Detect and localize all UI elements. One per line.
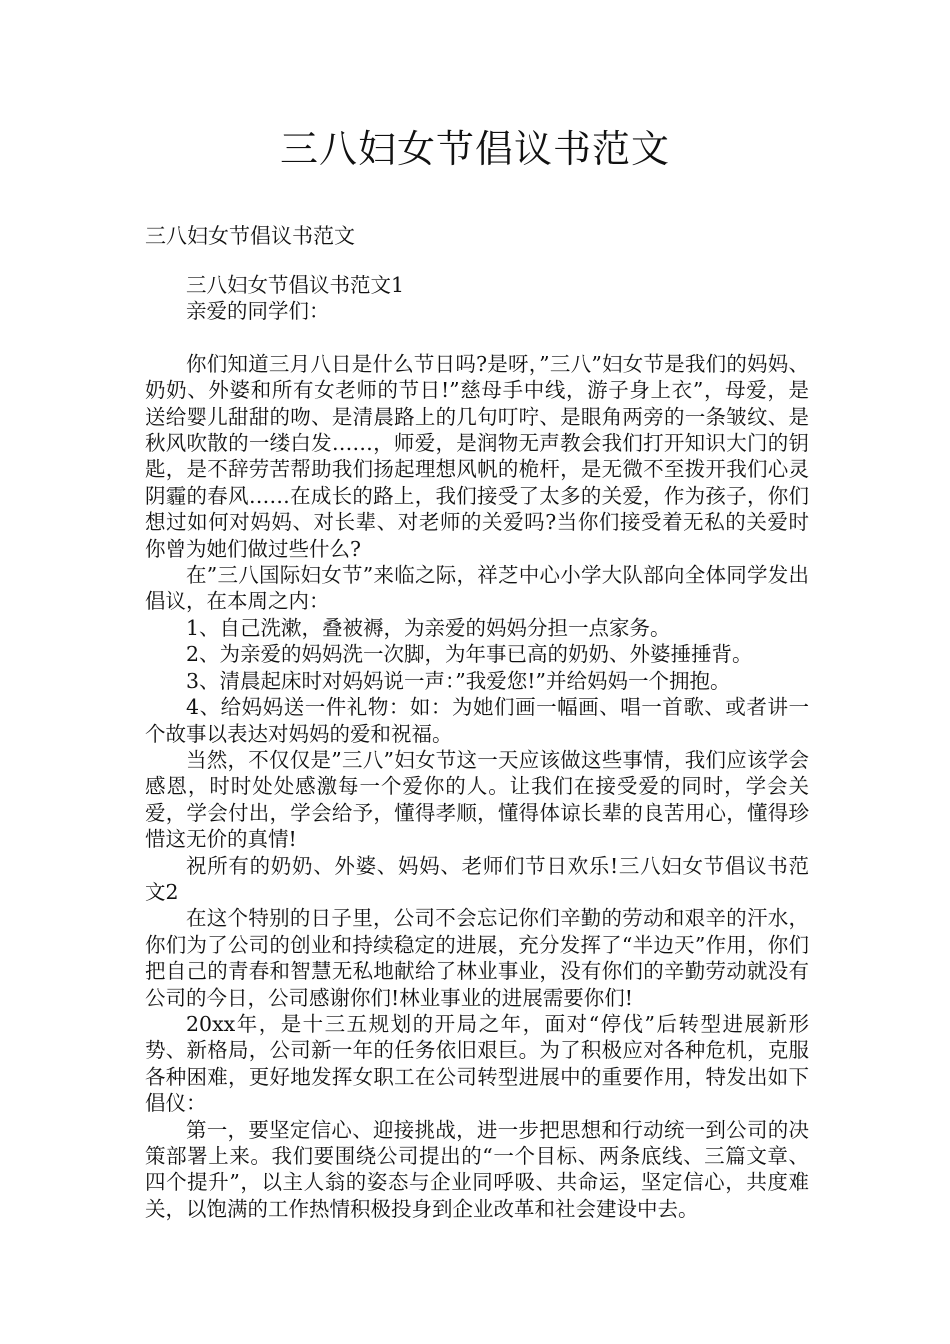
list-item: 4、给妈妈送一件礼物：如：为她们画一幅画、唱一首歌、或者讲一个故事以表达对妈妈的爱和祝福。 — [145, 695, 809, 746]
salutation: 亲爱的同学们： — [186, 299, 330, 324]
document-subtitle: 三八妇女节倡议书范文 — [145, 224, 355, 248]
paragraph: 20xx年，是十三五规划的开局之年，面对“停伐”后转型进展新形势、新格局，公司新一年的任务依旧艰巨。为了积极应对各种危机，克服各种困难，更好地发挥女职工在公司转型进展中的重要作用，特发出如下倡仪： — [145, 1011, 809, 1116]
list-item: 1、自己洗漱，叠被褥，为亲爱的妈妈分担一点家务。 — [186, 615, 671, 640]
paragraph: 你们知道三月八日是什么节日吗?是呀，”三八”妇女节是我们的妈妈、奶奶、外婆和所有女老师的节日!”慈母手中线，游子身上衣”，母爱，是送给婴儿甜甜的吻、是清晨路上的几句叮咛、是眼角两旁的一条皱纹、是秋风吹散的一缕白发……，师爱，是润物无声教会我们打开知识大门的钥匙，是不辞劳苦帮助我们扬起理想风帆的桅杆，是无微不至拨开我们心灵阴霾的春风……在成长的路上，我们接受了太多的关爱，作为孩子，你们想过如何对妈妈、对长辈、对老师的关爱吗?当你们接受着无私的关爱时你曾为她们做过些什么? — [145, 351, 809, 561]
section-heading-1: 三八妇女节倡议书范文1 — [186, 273, 405, 297]
paragraph: 第一，要坚定信心、迎接挑战，进一步把思想和行动统一到公司的决策部署上来。我们要围绕公司提出的“一个目标、两条底线、三篇文章、四个提升”，以主人翁的姿态与企业同呼吸、共命运，坚定信心，共度难关，以饱满的工作热情积极投身到企业改革和社会建设中去。 — [145, 1117, 809, 1221]
list-item: 3、清晨起床时对妈妈说一声：”我爱您!”并给妈妈一个拥抱。 — [186, 668, 731, 693]
document-title: 三八妇女节倡议书范文 — [279, 127, 670, 171]
list-item: 2、为亲爱的妈妈洗一次脚，为年事已高的奶奶、外婆捶捶背。 — [186, 642, 753, 667]
paragraph: 在这个特别的日子里，公司不会忘记你们辛勤的劳动和艰辛的汗水，你们为了公司的创业和持续稳定的进展，充分发挥了“半边天”作用，你们把自己的青春和智慧无私地献给了林业事业，没有你们的辛勤劳动就没有公司的今日，公司感谢你们!林业事业的进展需要你们! — [145, 906, 809, 1010]
paragraph: 当然，不仅仅是”三八”妇女节这一天应该做这些事情，我们应该学会感恩，时时处处感激每一个爱你的人。让我们在接受爱的同时，学会关爱，学会付出，学会给予，懂得孝顺，懂得体谅长辈的良苦用心，懂得珍惜这无价的真情! — [145, 747, 809, 852]
paragraph: 祝所有的奶奶、外婆、妈妈、老师们节日欢乐!三八妇女节倡议书范文2 — [145, 853, 809, 904]
document-body — [145, 272, 809, 1222]
paragraph: 在”三八国际妇女节”来临之际，祥芝中心小学大队部向全体同学发出倡议，在本周之内： — [145, 563, 809, 614]
